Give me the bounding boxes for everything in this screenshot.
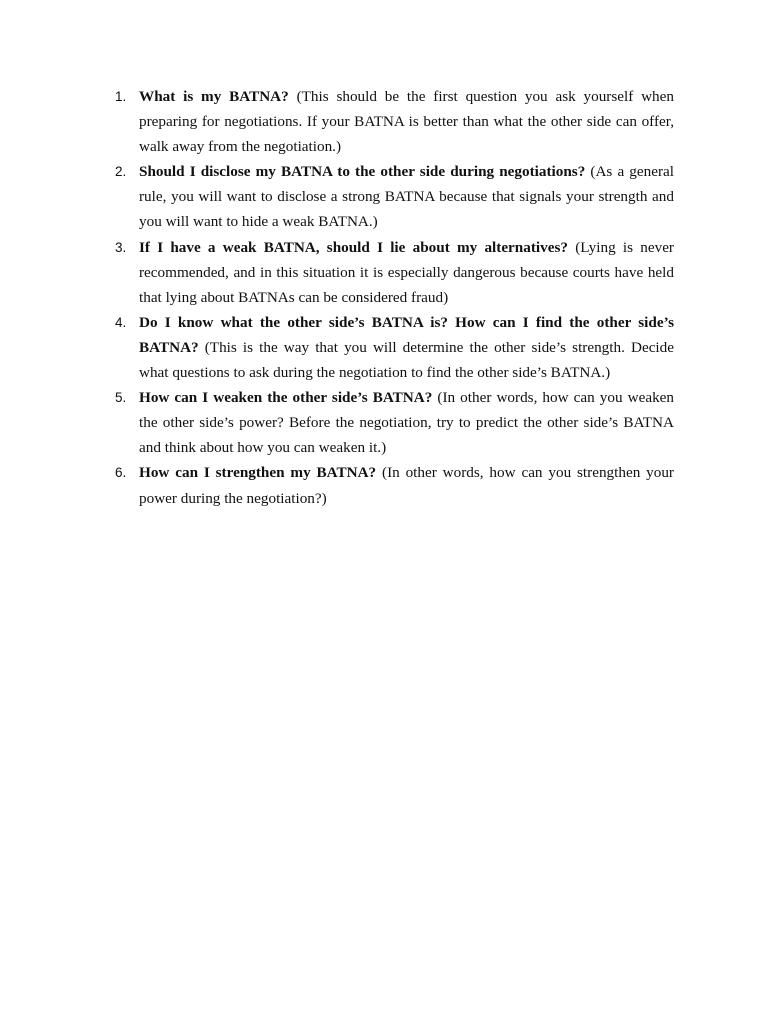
question-text: How can I weaken the other side’s BATNA?: [139, 389, 438, 407]
explanation-text: (This should be the first question you ask yourself when preparing for negotiations. If your BATNA is better than what the other side can offer, walk away from the negotiation.): [139, 88, 674, 156]
question-text: Do I know what the other side’s BATNA is? How can I find the other side’s BATNA?: [139, 313, 674, 356]
list-number: 4.: [115, 314, 127, 330]
list-item: [115, 460, 674, 510]
list-item: [115, 310, 674, 385]
question-text: Should I disclose my BATNA to the other side during negotiations?: [139, 163, 591, 181]
explanation-text: (Lying is never recommended, and in this situation it is especially dangerous because courts have held that lying about BATNAs can be considered fraud): [139, 238, 674, 306]
question-list: [115, 84, 674, 511]
list-number: 5.: [115, 390, 127, 406]
list-item: [115, 385, 674, 460]
explanation-text: (As a general rule, you will want to disclose a strong BATNA because that signals your strength and you will want to hide a weak BATNA.): [139, 163, 674, 231]
question-text: What is my BATNA?: [139, 88, 297, 105]
list-number: 2.: [115, 164, 127, 180]
list-item: [115, 84, 674, 159]
list-item: [115, 159, 674, 234]
explanation-text: (In other words, how can you weaken the other side’s power? Before the negotiation, try to predict the other side’s BATNA and think about how you can weaken it.): [139, 389, 674, 457]
list-number: 1.: [115, 89, 127, 104]
list-number: 6.: [115, 465, 127, 481]
list-number: 3.: [115, 239, 127, 255]
explanation-text: (This is the way that you will determine the other side’s strength. Decide what questions to ask during the negotiation to find the other side’s BATNA.): [139, 338, 674, 382]
explanation-text: (In other words, how can you strengthen your power during the negotiation?): [139, 464, 674, 507]
question-text: How can I strengthen my BATNA?: [139, 464, 383, 482]
question-text: If I have a weak BATNA, should I lie about my alternatives?: [139, 238, 576, 256]
list-item: [115, 235, 674, 310]
